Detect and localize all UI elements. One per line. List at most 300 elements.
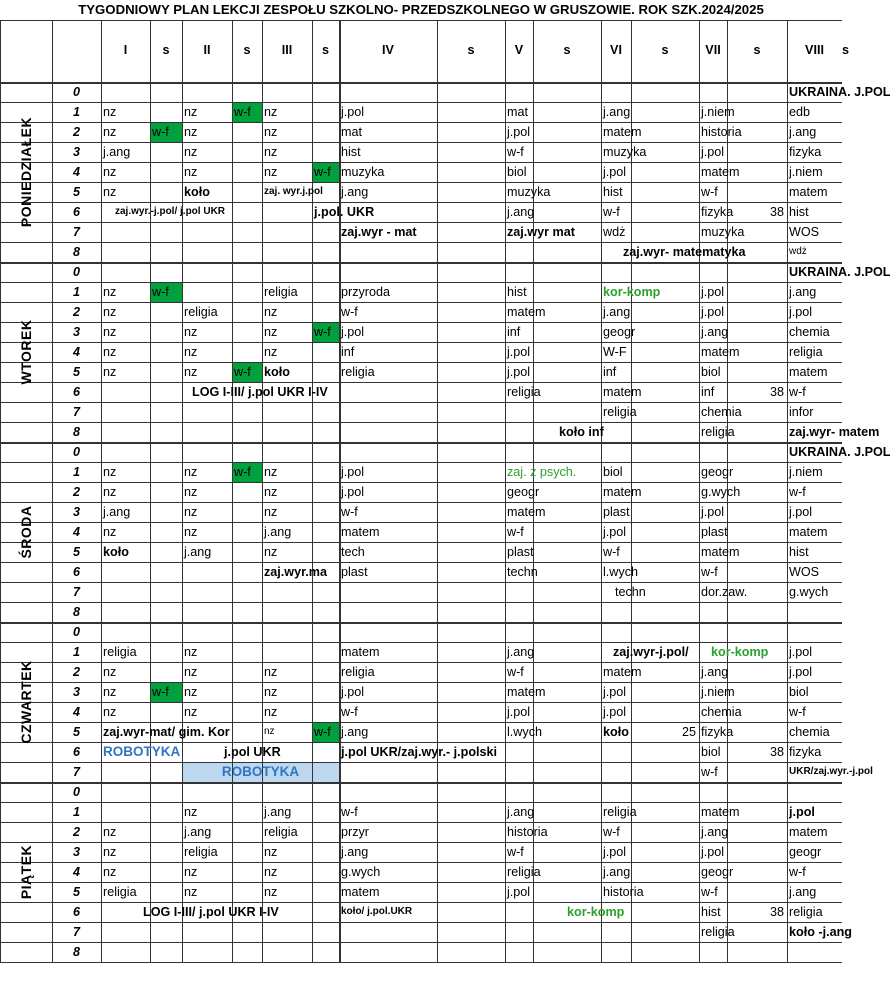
schedule-cell: j.pol (789, 805, 815, 819)
schedule-cell: koło (603, 725, 629, 739)
schedule-cell: nz (184, 865, 198, 879)
schedule-cell: matem (507, 505, 546, 519)
lesson-number: 0 (72, 445, 80, 459)
schedule-cell: nz (264, 345, 278, 359)
schedule-cell: infor (789, 405, 814, 419)
lesson-number: 0 (72, 785, 80, 799)
schedule-cell: matem (603, 665, 642, 679)
schedule-cell: 38 (769, 385, 784, 399)
schedule-cell: nz (264, 845, 278, 859)
schedule-cell: geogr (701, 465, 734, 479)
schedule-cell: zaj.wyr- matematyka (623, 245, 746, 259)
schedule-cell: nz (184, 505, 198, 519)
schedule-cell: hist (507, 285, 527, 299)
schedule-cell: w-f (341, 505, 358, 519)
schedule-cell: nz (103, 325, 117, 339)
schedule-cell: religia (701, 425, 735, 439)
schedule-cell: religia (603, 405, 637, 419)
schedule-cell: matem (603, 385, 642, 399)
schedule-cell: matem (603, 125, 642, 139)
schedule-cell: nz (184, 165, 198, 179)
schedule-cell: fizyka (701, 205, 734, 219)
day-label: ŚRODA (18, 505, 34, 559)
schedule-cell: nz (264, 885, 278, 899)
schedule-cell: religia (789, 905, 823, 919)
schedule-cell: koło inf (559, 425, 604, 439)
column-header: VIII (805, 43, 824, 57)
schedule-cell: j.niem (701, 685, 735, 699)
grid-line (699, 20, 700, 962)
schedule-cell: nz (184, 805, 198, 819)
lesson-number: 8 (72, 425, 80, 439)
column-header: VI (610, 43, 622, 57)
schedule-cell: nz (264, 465, 278, 479)
schedule-cell: nz (103, 845, 117, 859)
schedule-cell: j.ang (341, 185, 369, 199)
schedule-cell: w-f (507, 525, 524, 539)
schedule-cell: j.pol (701, 845, 725, 859)
grid-line (0, 782, 842, 784)
lesson-number: 6 (72, 385, 80, 399)
robotyka-label: ROBOTYKA (221, 764, 300, 779)
schedule-cell: hist (603, 185, 623, 199)
schedule-cell: w-f (234, 105, 251, 119)
schedule-cell: matem (341, 885, 380, 899)
schedule-cell: techn (507, 565, 538, 579)
schedule-cell: matem (789, 825, 828, 839)
grid-line (262, 20, 263, 962)
schedule-cell: w-f (603, 205, 620, 219)
lesson-number: 4 (72, 345, 80, 359)
lesson-number: 7 (72, 925, 80, 939)
schedule-cell: matem (507, 685, 546, 699)
schedule-cell: nz (184, 105, 198, 119)
schedule-cell: j.pol (341, 105, 365, 119)
schedule-cell: hist (789, 205, 809, 219)
schedule-cell: geogr (701, 865, 734, 879)
schedule-cell: inf (507, 325, 521, 339)
schedule-cell: g.wych (789, 585, 829, 599)
schedule-cell: nz (184, 365, 198, 379)
schedule-cell: j.niem (789, 465, 823, 479)
schedule-cell: edb (789, 105, 811, 119)
schedule-cell: religia (103, 885, 137, 899)
schedule-cell: w-f (341, 705, 358, 719)
schedule-cell: religia (603, 805, 637, 819)
schedule-cell: nz (103, 165, 117, 179)
lesson-number: 3 (72, 845, 80, 859)
lesson-number: 4 (72, 525, 80, 539)
lesson-number: 3 (72, 325, 80, 339)
grid-line (150, 20, 151, 962)
day-label: CZWARTEK (18, 660, 34, 744)
schedule-cell: j.niem (789, 165, 823, 179)
schedule-cell: religia (184, 845, 218, 859)
schedule-cell: biol (789, 685, 809, 699)
schedule-cell: nz (184, 465, 198, 479)
schedule-cell: LOG I-III/ j.pol UKR I-IV (192, 385, 328, 399)
schedule-cell: przyr (341, 825, 369, 839)
grid-line (0, 82, 842, 84)
schedule-cell: j.pol (603, 845, 627, 859)
schedule-cell: j.pol (507, 365, 531, 379)
lesson-number: 5 (72, 725, 80, 739)
schedule-cell: j.ang (603, 105, 631, 119)
schedule-cell: j.niem (701, 105, 735, 119)
schedule-cell: nz (103, 185, 117, 199)
schedule-cell: j.ang (789, 285, 817, 299)
schedule-cell: nz (184, 525, 198, 539)
schedule-cell: j.pol (341, 465, 365, 479)
schedule-cell: nz (264, 545, 278, 559)
schedule-cell: matem (701, 545, 740, 559)
grid-line (601, 20, 602, 962)
lesson-number: 7 (72, 585, 80, 599)
schedule-cell: zaj.wyr- matem (789, 425, 880, 439)
schedule-cell: nz (103, 825, 117, 839)
page-title: TYGODNIOWY PLAN LEKCJI ZESPOŁU SZKOLNO- PRZEDSZKOLNEGO W GRUSZOWIE. ROK SZK.2024/2025 (78, 2, 764, 17)
schedule-cell: zaj. wyr.j.pol (264, 186, 323, 197)
column-header: s (321, 43, 329, 57)
schedule-cell: mat (341, 125, 362, 139)
schedule-cell: nz (184, 125, 198, 139)
schedule-cell: koło -j.ang (789, 925, 852, 939)
schedule-cell: matem (507, 305, 546, 319)
schedule-cell: j.pol (603, 165, 627, 179)
schedule-cell: koło (103, 545, 129, 559)
schedule-cell: matem (603, 485, 642, 499)
lesson-number: 2 (72, 825, 80, 839)
schedule-cell: g.wych (341, 865, 381, 879)
schedule-cell: plast (341, 565, 368, 579)
schedule-cell: plast (603, 505, 630, 519)
schedule-cell: l.wych (603, 565, 638, 579)
schedule-cell: nz (103, 685, 117, 699)
lesson-number: 6 (72, 905, 80, 919)
lesson-number: 0 (72, 265, 80, 279)
schedule-cell: j.ang (603, 305, 631, 319)
schedule-cell: koło (184, 185, 210, 199)
schedule-cell: matem (701, 805, 740, 819)
schedule-cell: hist (789, 545, 809, 559)
lesson-number: 6 (72, 205, 80, 219)
grid-line (0, 262, 842, 264)
column-header: VII (705, 43, 721, 57)
grid-line (505, 20, 506, 962)
lesson-number: 5 (72, 365, 80, 379)
grid-line (0, 442, 842, 444)
schedule-cell: nz (184, 885, 198, 899)
schedule-cell: religia (507, 385, 541, 399)
schedule-cell: nz (264, 305, 278, 319)
schedule-cell: nz (264, 325, 278, 339)
column-header: V (514, 43, 524, 57)
grid-line (0, 942, 842, 943)
schedule-cell: WOS (789, 225, 820, 239)
schedule-cell: j.ang (507, 805, 535, 819)
lesson-number: 2 (72, 485, 80, 499)
lesson-number: 1 (72, 285, 80, 299)
schedule-cell: w-f (507, 845, 524, 859)
schedule-cell: nz (103, 865, 117, 879)
schedule-cell: chemia (789, 725, 830, 739)
lesson-number: 8 (72, 605, 80, 619)
schedule-cell: j.ang (701, 825, 729, 839)
timetable (0, 20, 890, 1000)
schedule-cell: historia (603, 885, 644, 899)
schedule-cell: kor-komp (711, 645, 769, 659)
schedule-cell: j.pol (341, 685, 365, 699)
schedule-cell: geogr (789, 845, 822, 859)
lesson-number: 7 (72, 765, 80, 779)
schedule-cell: w-f (341, 805, 358, 819)
schedule-cell: l.wych (507, 725, 542, 739)
schedule-cell: biol (701, 745, 721, 759)
lesson-number: 2 (72, 125, 80, 139)
lesson-number: 5 (72, 885, 80, 899)
schedule-cell: j.pol (701, 145, 725, 159)
schedule-cell: zaj.wyr mat (507, 225, 575, 239)
schedule-cell: j.pol (789, 665, 813, 679)
lesson-number: 1 (72, 465, 80, 479)
schedule-cell: ROBOTYKA (103, 744, 181, 759)
schedule-cell: j.ang (701, 665, 729, 679)
lesson-number: 8 (72, 945, 80, 959)
schedule-cell: matem (341, 525, 380, 539)
schedule-cell: nz (264, 705, 278, 719)
schedule-cell: W-F (603, 345, 627, 359)
schedule-cell: w-f (341, 305, 358, 319)
schedule-cell: nz (103, 525, 117, 539)
schedule-cell: UKRAINA. J.POL (789, 265, 890, 279)
schedule-cell: zaj.wyr-j.pol/ (613, 645, 689, 659)
lesson-number: 1 (72, 105, 80, 119)
column-header: s (243, 43, 251, 57)
grid-line (101, 20, 102, 962)
grid-line (437, 20, 438, 962)
schedule-cell: muzyka (603, 145, 647, 159)
schedule-cell: religia (341, 365, 375, 379)
schedule-cell: tech (341, 545, 365, 559)
schedule-cell: j.ang (507, 205, 535, 219)
schedule-cell: nz (103, 365, 117, 379)
schedule-cell: j.pol (789, 505, 813, 519)
schedule-cell: inf (701, 385, 715, 399)
schedule-cell: 25 (681, 725, 696, 739)
lesson-number: 4 (72, 165, 80, 179)
schedule-cell: j.pol (701, 505, 725, 519)
schedule-cell: nz (184, 665, 198, 679)
schedule-cell: w-f (701, 885, 718, 899)
grid-line (0, 622, 842, 624)
schedule-cell: mat (507, 105, 528, 119)
column-header: I (123, 43, 128, 57)
schedule-cell: w-f (234, 465, 251, 479)
schedule-cell: geogr (507, 485, 540, 499)
schedule-cell: chemia (701, 705, 742, 719)
schedule-cell: historia (507, 825, 548, 839)
schedule-cell: j.ang (264, 525, 292, 539)
schedule-cell: matem (789, 185, 828, 199)
schedule-cell: nz (103, 285, 117, 299)
schedule-cell: koło/ j.pol.UKR (341, 906, 413, 917)
schedule-cell: nz (103, 105, 117, 119)
schedule-cell: chemia (701, 405, 742, 419)
schedule-cell: w-f (701, 185, 718, 199)
schedule-cell: j.ang (184, 825, 212, 839)
schedule-cell: religia (789, 345, 823, 359)
schedule-cell: nz (184, 485, 198, 499)
schedule-cell: j.ang (603, 865, 631, 879)
lesson-number: 0 (72, 625, 80, 639)
lesson-number: 5 (72, 545, 80, 559)
schedule-cell: religia (184, 305, 218, 319)
column-header: s (753, 43, 761, 57)
schedule-cell: wdż (789, 246, 807, 257)
schedule-cell: w-f (603, 545, 620, 559)
schedule-cell: biol (603, 465, 623, 479)
schedule-cell: nz (103, 305, 117, 319)
schedule-cell: nz (103, 485, 117, 499)
column-header: IV (382, 43, 394, 57)
schedule-cell: LOG I-III/ j.pol UKR I-IV (143, 905, 279, 919)
lesson-number: 1 (72, 645, 80, 659)
schedule-cell: w-f (789, 485, 806, 499)
schedule-cell: zaj.wyr.-j.pol/ j.pol UKR (115, 206, 226, 217)
schedule-cell: nz (264, 165, 278, 179)
schedule-cell: koło (264, 365, 290, 379)
schedule-cell: matem (341, 645, 380, 659)
schedule-cell: przyroda (341, 285, 390, 299)
schedule-cell: hist (341, 145, 361, 159)
lesson-number: 4 (72, 705, 80, 719)
schedule-cell: w-f (314, 325, 331, 339)
schedule-cell: j.pol (507, 885, 531, 899)
schedule-cell: matem (789, 525, 828, 539)
column-header: III (281, 43, 293, 57)
schedule-cell: g.wych (701, 485, 741, 499)
schedule-cell: muzyka (701, 225, 745, 239)
schedule-cell: plast (701, 525, 728, 539)
schedule-cell: plast (507, 545, 534, 559)
schedule-cell: w-f (152, 125, 169, 139)
grid-line (312, 20, 313, 962)
schedule-cell: nz (264, 665, 278, 679)
lesson-number: 8 (72, 245, 80, 259)
schedule-cell: nz (264, 145, 278, 159)
schedule-cell: religia (264, 825, 298, 839)
grid-line (232, 20, 233, 962)
grid-line (182, 20, 183, 962)
column-header: s (842, 43, 850, 57)
schedule-cell: matem (789, 365, 828, 379)
schedule-cell: w-f (314, 165, 331, 179)
schedule-cell: nz (264, 125, 278, 139)
schedule-cell: w-f (507, 665, 524, 679)
schedule-cell: nz (264, 505, 278, 519)
schedule-cell: w-f (314, 725, 331, 739)
schedule-cell: j.pol (789, 305, 813, 319)
schedule-cell: nz (264, 865, 278, 879)
schedule-cell: 38 (769, 905, 784, 919)
schedule-cell: w-f (701, 565, 718, 579)
schedule-cell: j.ang (103, 505, 131, 519)
schedule-cell: nz (184, 645, 198, 659)
lesson-number: 6 (72, 565, 80, 579)
schedule-cell: fizyka (789, 745, 822, 759)
schedule-cell: j.pol (701, 305, 725, 319)
schedule-cell: nz (264, 726, 275, 737)
lesson-number: 3 (72, 145, 80, 159)
schedule-cell: religia (701, 925, 735, 939)
schedule-cell: matem (701, 165, 740, 179)
schedule-cell: UKRAINA. J.POL (789, 85, 890, 99)
grid-line (787, 20, 788, 962)
schedule-cell: j.ang (507, 645, 535, 659)
schedule-cell: j.pol UKR (224, 745, 281, 759)
schedule-cell: w-f (152, 685, 169, 699)
schedule-cell: nz (103, 665, 117, 679)
schedule-cell: fizyka (701, 725, 734, 739)
schedule-cell: techn (615, 585, 646, 599)
schedule-cell: j.pol (603, 705, 627, 719)
schedule-cell: chemia (789, 325, 830, 339)
lesson-number: 6 (72, 745, 80, 759)
schedule-cell: kor-komp (603, 285, 661, 299)
schedule-cell: zaj. z psych. (507, 465, 577, 479)
schedule-cell: j.ang (341, 845, 369, 859)
schedule-cell: j.pol (603, 525, 627, 539)
grid-line (0, 962, 842, 963)
lesson-number: 7 (72, 405, 80, 419)
schedule-cell: geogr (603, 325, 636, 339)
schedule-cell: 38 (769, 745, 784, 759)
schedule-cell: j.ang (789, 885, 817, 899)
schedule-cell: matem (701, 345, 740, 359)
schedule-cell: WOS (789, 565, 820, 579)
schedule-cell: hist (701, 905, 721, 919)
schedule-cell: j.pol (603, 685, 627, 699)
grid-line (0, 382, 842, 383)
schedule-cell: j.pol (789, 645, 813, 659)
schedule-cell: UKR/zaj.wyr.-j.pol (789, 766, 873, 777)
column-header: s (467, 43, 475, 57)
schedule-cell: religia (341, 665, 375, 679)
schedule-cell: zaj.wyr - mat (341, 225, 417, 239)
schedule-cell: nz (184, 685, 198, 699)
schedule-cell: j.ang (184, 545, 212, 559)
schedule-cell: w-f (789, 385, 806, 399)
schedule-cell: zaj.wyr-mat/ gim. Kor (103, 725, 230, 739)
day-label: PONIEDZIAŁEK (18, 116, 34, 228)
schedule-cell: religia (103, 645, 137, 659)
grid-line (0, 602, 842, 603)
schedule-cell: nz (103, 705, 117, 719)
schedule-cell: w-f (234, 365, 251, 379)
schedule-cell: UKRAINA. J.POL (789, 445, 890, 459)
column-header: s (563, 43, 571, 57)
lesson-number: 4 (72, 865, 80, 879)
schedule-cell: j.pol (507, 125, 531, 139)
schedule-cell: fizyka (789, 145, 822, 159)
schedule-cell: j.pol. UKR (314, 205, 375, 219)
schedule-cell: nz (184, 325, 198, 339)
schedule-cell: nz (184, 345, 198, 359)
schedule-cell: nz (103, 345, 117, 359)
schedule-cell: j.pol (701, 285, 725, 299)
schedule-cell: biol (507, 165, 527, 179)
grid-line (0, 20, 1, 962)
